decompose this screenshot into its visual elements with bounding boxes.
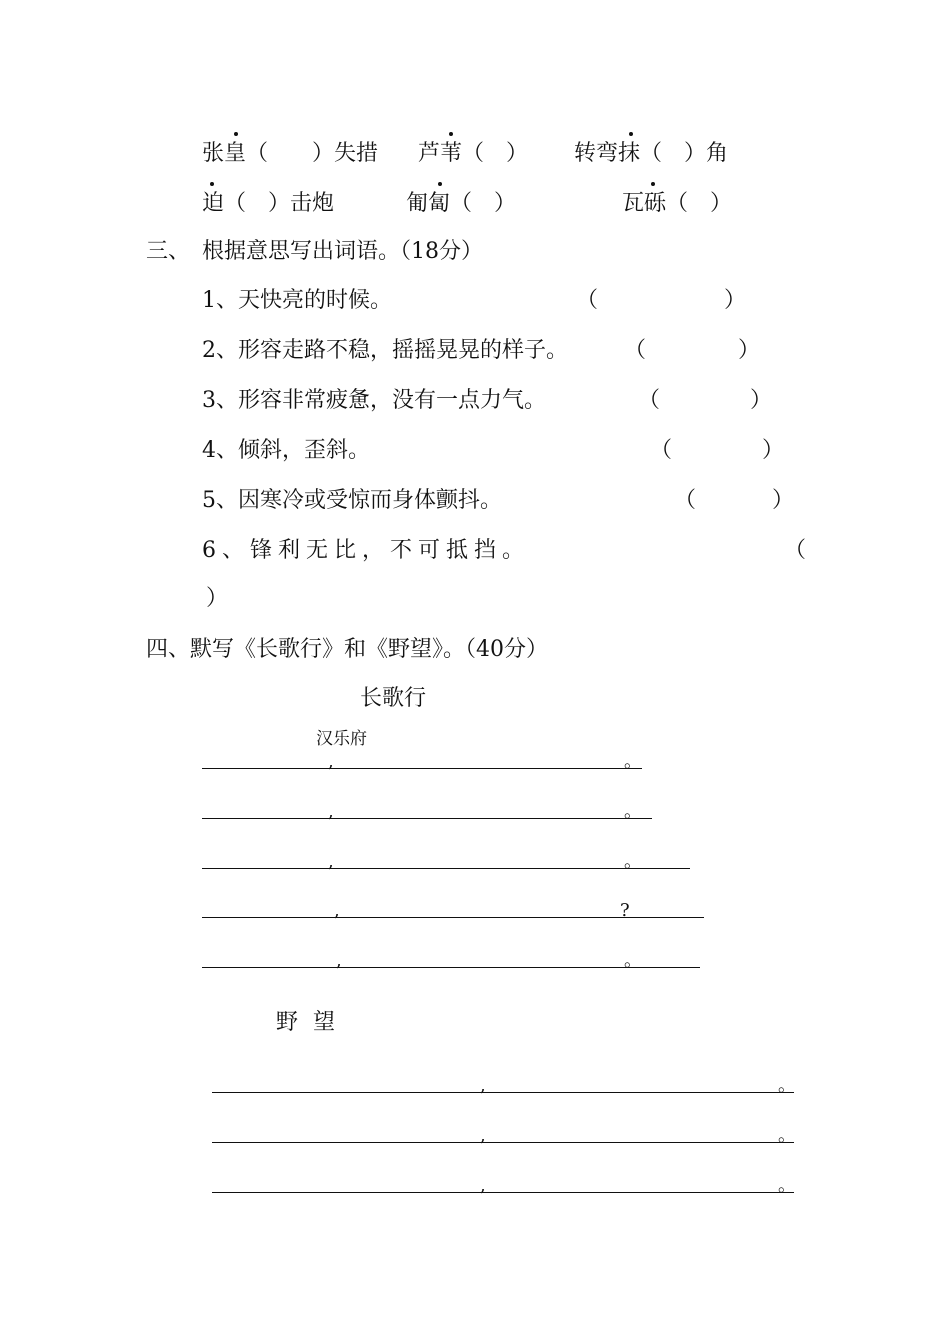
pinyin-item: 匍匐（ ） xyxy=(406,191,517,216)
definition-item: 4、倾斜，歪斜。 xyxy=(202,438,370,463)
pinyin-item: 张皇（ ）失措 xyxy=(202,141,379,166)
answer-line[interactable] xyxy=(212,1092,794,1093)
pinyin-item: 迫（ ）击炮 xyxy=(202,191,335,216)
answer-line[interactable] xyxy=(202,768,642,769)
answer-open-paren[interactable]: （ xyxy=(784,538,807,563)
answer-line[interactable] xyxy=(202,818,652,819)
poem-author: 汉乐府 xyxy=(316,729,367,749)
answer-close-paren: ） xyxy=(750,388,773,413)
emphasis-dot xyxy=(210,182,214,186)
definition-item: 1、天快亮的时候。 xyxy=(202,288,392,313)
answer-open-paren[interactable]: （ xyxy=(674,488,697,513)
emphasis-dot xyxy=(629,132,633,136)
answer-line[interactable] xyxy=(212,1142,794,1143)
answer-close-paren: ） xyxy=(772,488,795,513)
answer-open-paren[interactable]: （ xyxy=(624,338,647,363)
emphasis-dot xyxy=(449,132,453,136)
answer-open-paren[interactable]: （ xyxy=(576,288,599,313)
answer-open-paren[interactable]: （ xyxy=(638,388,661,413)
definition-item: 6、锋利无比，不可抵挡。 xyxy=(202,538,530,563)
poem-title: 长歌行 xyxy=(360,686,427,711)
answer-close-paren: ） xyxy=(738,338,761,363)
definition-item: 5、因寒冷或受惊而身体颤抖。 xyxy=(202,488,502,513)
answer-close-paren: ） xyxy=(762,438,785,463)
section-heading: 四、默写《长歌行》和《野望》。（40分） xyxy=(146,637,548,662)
answer-line[interactable] xyxy=(202,868,690,869)
answer-line[interactable] xyxy=(202,917,704,918)
emphasis-dot xyxy=(438,182,442,186)
answer-line[interactable] xyxy=(212,1192,794,1193)
pinyin-item: 芦苇（ ） xyxy=(418,141,529,166)
answer-open-paren[interactable]: （ xyxy=(650,438,673,463)
section-number: 三、 xyxy=(146,239,191,264)
poem-title: 野 望 xyxy=(276,1010,339,1035)
section-heading: 根据意思写出词语。（18分） xyxy=(202,239,483,264)
answer-close-paren: ） xyxy=(724,288,747,313)
definition-item: 2、形容走路不稳，摇摇晃晃的样子。 xyxy=(202,338,568,363)
answer-close-paren: ） xyxy=(206,586,229,611)
definition-item: 3、形容非常疲惫，没有一点力气。 xyxy=(202,388,546,413)
pinyin-item: 瓦砾（ ） xyxy=(622,191,733,216)
emphasis-dot xyxy=(234,132,238,136)
answer-line[interactable] xyxy=(202,967,700,968)
pinyin-item: 转弯抹（ ）角 xyxy=(574,141,729,166)
emphasis-dot xyxy=(651,182,655,186)
